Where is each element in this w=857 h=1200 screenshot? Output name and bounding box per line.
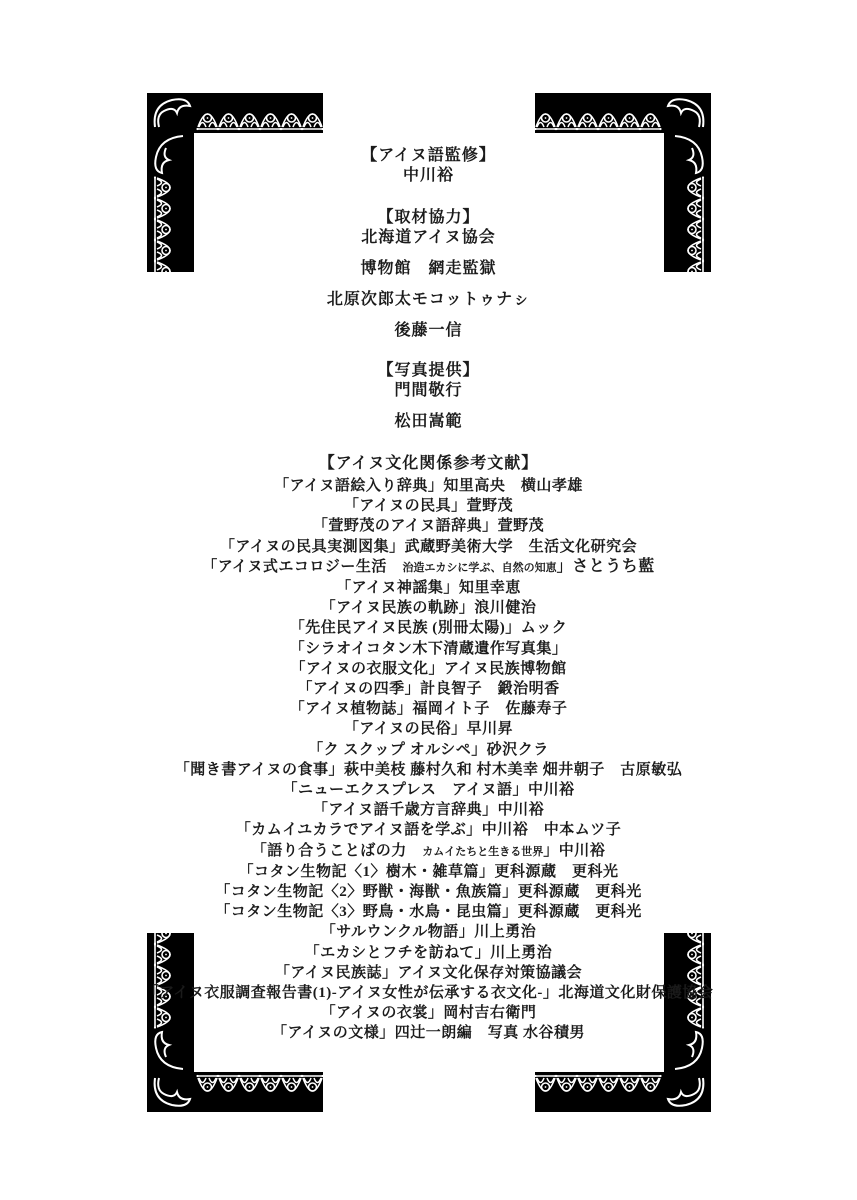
section-heading-language-supervision: 【アイヌ語監修】 bbox=[361, 147, 496, 164]
bib-item bbox=[0, 841, 857, 862]
bib-item: 「アイヌの民具」萱野茂 bbox=[343, 498, 514, 515]
bib-item-author: さとうち藍 bbox=[572, 557, 655, 575]
bib-item: 「カムイユカラでアイヌ語を学ぶ」中川裕 中本ムツ子 bbox=[235, 822, 622, 839]
bib-item: 「アイヌ語千歳方言辞典」中川裕 bbox=[312, 802, 545, 819]
bib-item: 「アイヌの四季」計良智子 鍛治明香 bbox=[297, 681, 560, 698]
bib-item: 「アイヌ神謡集」知里幸恵 bbox=[336, 580, 521, 597]
credit-entry: 門間敬行 bbox=[394, 382, 463, 399]
bib-item: 「エカシとフチを訪ねて」川上勇治 bbox=[304, 944, 553, 961]
credits-content bbox=[0, 146, 857, 1044]
bib-item: 「コタン生物記〈2〉野獣・海獣・魚族篇」更科源蔵 更科光 bbox=[215, 884, 642, 901]
section-heading-photo-credit: 【写真提供】 bbox=[377, 362, 480, 379]
bib-item: 「アイヌの文様」四辻一朗編 写真 水谷積男 bbox=[272, 1025, 585, 1042]
credit-entry: 後藤一信 bbox=[394, 322, 463, 339]
bib-item-title: 」 bbox=[556, 558, 573, 575]
bib-item: 「アイヌの衣服文化」アイヌ民族博物館 bbox=[290, 660, 567, 677]
credit-entry: 北原次郎太モコットゥナㇱ bbox=[326, 291, 531, 308]
bib-item-title: 「語り合うことばの力 bbox=[251, 842, 423, 859]
bib-item: 「コタン生物記〈3〉野鳥・水鳥・昆虫篇」更科源蔵 更科光 bbox=[215, 904, 642, 921]
bib-item: 「アイヌ民族誌」アイヌ文化保存対策協議会 bbox=[274, 964, 583, 981]
credit-entry: 北海道アイヌ協会 bbox=[361, 229, 496, 246]
bib-item: 「シラオイコタン木下清蔵遺作写真集」 bbox=[289, 640, 568, 657]
bib-item: 「アイヌ植物誌」福岡イト子 佐藤寿子 bbox=[289, 701, 568, 718]
bib-item-title: 「アイヌ式エコロジー生活 bbox=[202, 558, 403, 575]
bibliography-list bbox=[0, 476, 857, 1044]
bib-item: 「アイヌ衣服調査報告書(1)-アイヌ女性が伝承する衣文化-」北海道文化財保護協会 bbox=[143, 985, 714, 1002]
bib-item: 「アイヌの衣裳」岡村吉右衛門 bbox=[320, 1005, 537, 1022]
credit-entry: 博物館 網走監獄 bbox=[360, 260, 497, 277]
bib-item-title: 」中川裕 bbox=[543, 842, 606, 859]
bib-item: 「先住民アイヌ民族 (別冊太陽)」ムック bbox=[289, 620, 568, 637]
section-heading-research-cooperation: 【取材協力】 bbox=[377, 209, 480, 226]
bib-item bbox=[0, 557, 857, 578]
bib-item: 「萱野茂のアイヌ語辞典」萱野茂 bbox=[312, 518, 545, 535]
bib-item: 「アイヌの民俗」早川昇 bbox=[343, 721, 514, 738]
bib-item: 「聞き書アイヌの食事」萩中美枝 藤村久和 村木美幸 畑井朝子 古原敏弘 bbox=[174, 761, 683, 778]
bib-item: 「ニューエクスプレス アイヌ語」中川裕 bbox=[282, 782, 575, 799]
bib-item: 「アイヌ語絵入り辞典」知里高央 横山孝雄 bbox=[274, 478, 583, 494]
bib-item: 「アイヌの民具実測図集」武蔵野美術大学 生活文化研究会 bbox=[219, 538, 638, 555]
bib-item-subtitle: 治造エカシに学ぶ、自然の知恵 bbox=[402, 561, 557, 574]
bib-item-subtitle: カムイたちと生きる世界 bbox=[422, 845, 544, 858]
credit-entry: 中川裕 bbox=[402, 167, 454, 184]
section-heading-bibliography: 【アイヌ文化関係参考文献】 bbox=[318, 455, 539, 472]
bib-item: 「ク スクップ オルシペ」砂沢クラ bbox=[308, 741, 549, 758]
credit-entry: 松田嵩範 bbox=[394, 413, 463, 430]
bib-item: 「サルウンクル物語」川上勇治 bbox=[320, 924, 537, 941]
bib-item: 「アイヌ民族の軌跡」浪川健治 bbox=[320, 600, 537, 617]
bib-item: 「コタン生物記〈1〉樹木・雑草篇」更科源蔵 更科光 bbox=[238, 863, 619, 880]
